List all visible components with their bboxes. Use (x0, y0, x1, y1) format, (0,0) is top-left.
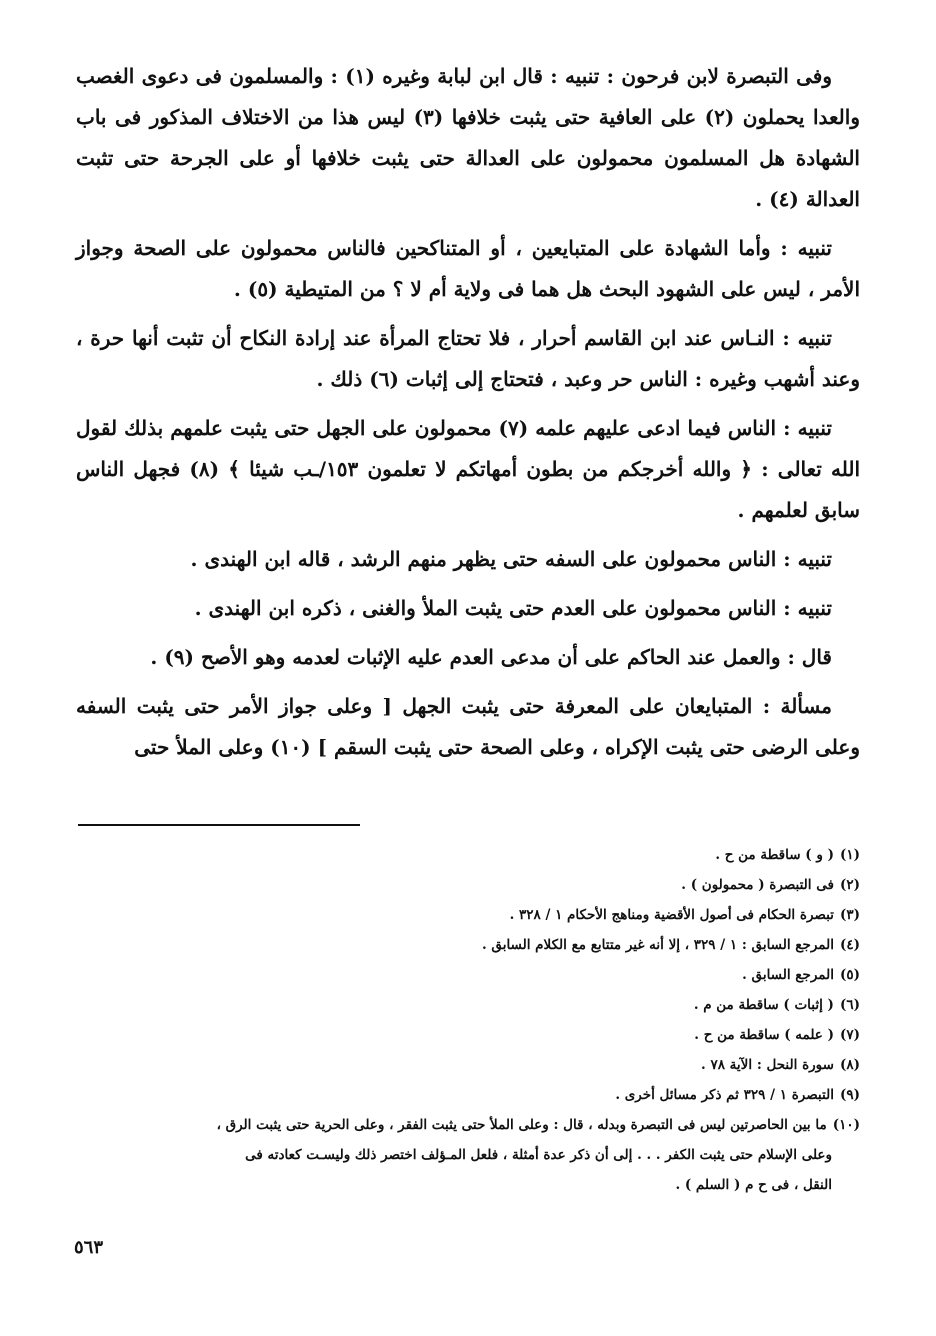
paragraph-tabsira: وفى التبصرة لابن فرحون : تنبيه : قال ابن لبابة وغيره (١) : والمسلمون فى دعوى الغصب والعدا يحملون (٢) على العافية حتى يثبت خلافها (٣) ليس هذا من الاختلاف المذكور فى باب الشهادة هل المسلمون محمولون على العدالة حتى يثبت خلافها أو على الجرحة حتى تثبت العدالة (٤) . (76, 64, 860, 211)
footnote-2: (٢)فى التبصرة ( محمولون ) . (681, 877, 860, 893)
footnote-10-number: (١٠) (832, 1117, 860, 1133)
footnotes (76, 840, 860, 1200)
footnote-5: (٥)المرجع السابق . (742, 967, 860, 983)
footnote-4: (٤)المرجع السابق : ١ / ٣٢٩ ، إلا أنه غير متتابع مع الكلام السابق . (482, 937, 860, 953)
footnote-separator (78, 824, 360, 826)
paragraph-masala: مسألة : المتبايعان على المعرفة حتى يثبت الجهل [ وعلى جواز الأمر حتى يثبت السفه وعلى الرضى حتى يثبت الإكراه ، وعلى الصحة حتى يثبت السقم ] (١٠) وعلى الملأ حتى (76, 694, 860, 759)
footnote-9: (٩)التبصرة ١ / ٣٢٩ ثم ذكر مسائل أخرى . (615, 1087, 860, 1103)
main-text (76, 56, 860, 776)
footnote-10-line-3: النقل ، فى ح م ( السلم ) . (675, 1177, 832, 1193)
page-number: ٥٦٣ (74, 1237, 104, 1258)
paragraph-adam: تنبيه : الناس محمولون على العدم حتى يثبت الملأ والغنى ، ذكره ابن الهندى . (194, 596, 832, 620)
footnote-10-line-1: ما بين الحاصرتين ليس فى التبصرة وبدله ، قال : وعلى الملأ حتى يثبت الفقر ، وعلى الحرية حتى يثبت الرق ، (216, 1117, 827, 1133)
footnote-7: (٧)( علمه ) ساقطة من ح . (694, 1027, 860, 1043)
paragraph-ahrar: تنبيه : النـاس عند ابن القاسم أحرار ، فلا تحتاج المرأة عند إرادة النكاح أن تثبت أنها حرة ، وعند أشهب وغيره : الناس حر وعبد ، فتحتاج إلى إثبات (٦) ذلك . (76, 326, 860, 391)
footnote-10-line-2: وعلى الإسلام حتى يثبت الكفر . . . إلى أن ذكر عدة أمثلة ، فلعل المـؤلف اختصر ذلك وليسـت كعادته فى (245, 1147, 832, 1163)
footnote-3: (٣)تبصرة الحكام فى أصول الأقضية ومناهج الأحكام ١ / ٣٢٨ . (509, 907, 860, 923)
paragraph-safah: تنبيه : الناس محمولون على السفه حتى يظهر منهم الرشد ، قاله ابن الهندى . (190, 547, 832, 571)
footnote-1: (١)( و ) ساقطة من ح . (715, 847, 860, 863)
footnote-8: (٨)سورة النحل : الآية ٧٨ . (701, 1057, 860, 1073)
paragraph-jahl: تنبيه : الناس فيما ادعى عليهم علمه (٧) محمولون على الجهل حتى يثبت علمهم بذلك لقول الله تعالى : ﴿ والله أخرجكم من بطون أمهاتكم لا تعلمون ١٥٣/ـب شيئا ﴾ (٨) فجهل الناس سابق لعلمهم . (76, 416, 861, 522)
footnote-6: (٦)( إثبات ) ساقطة من م . (693, 997, 860, 1013)
paragraph-amal: قال : والعمل عند الحاكم على أن مدعى العدم عليه الإثبات لعدمه وهو الأصح (٩) . (150, 645, 832, 669)
paragraph-shahada: تنبيه : وأما الشهادة على المتبايعين ، أو المتناكحين فالناس محمولون على الصحة وجواز الأمر ، ليس على الشهود البحث هل هما فى ولاية أم لا ؟ من المتيطية (٥) . (76, 236, 860, 301)
footnote-10 (76, 1110, 860, 1200)
